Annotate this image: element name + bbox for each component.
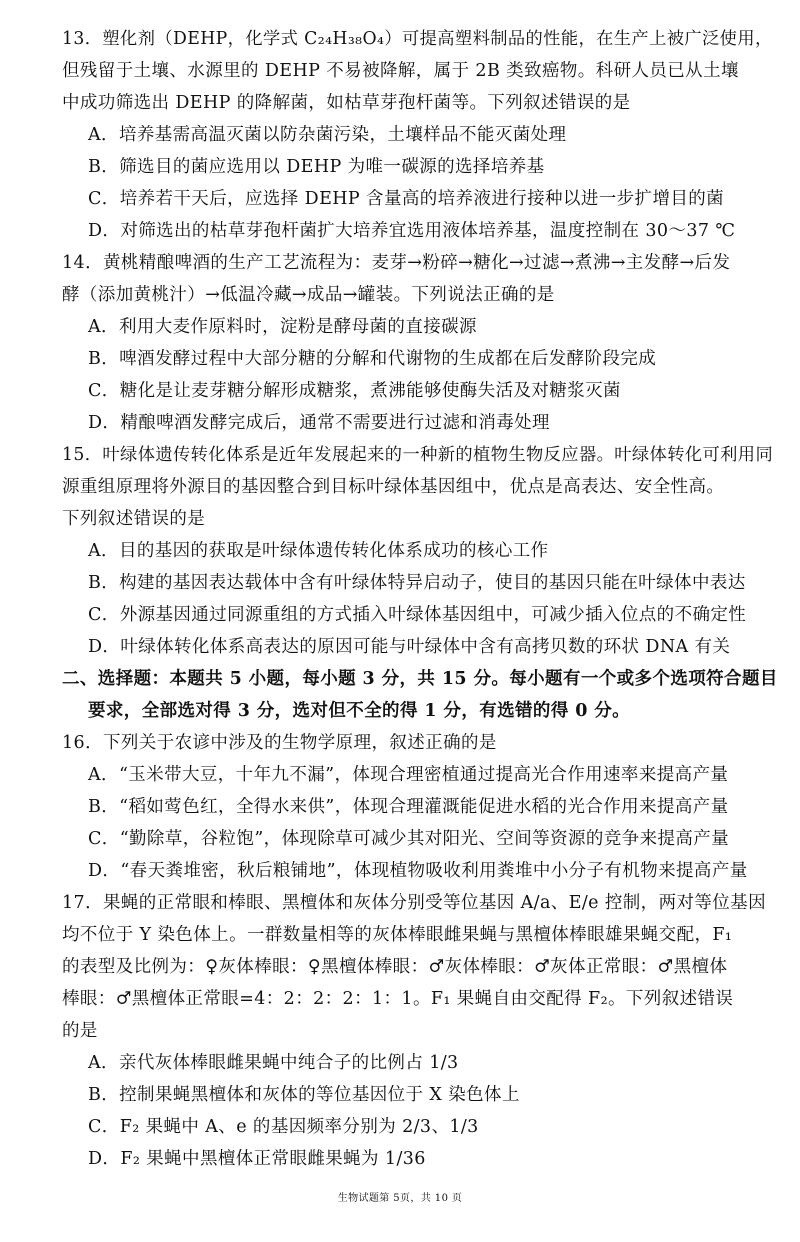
q16-stem-line-1: 16．下列关于农谚中涉及的生物学原理，叙述正确的是: [62, 733, 497, 753]
q15-option-a: A．目的基因的获取是叶绿体遗传转化体系成功的核心工作: [88, 541, 549, 561]
q13-stem-line-3: 中成功筛选出 DEHP 的降解菌，如枯草芽孢杆菌等。下列叙述错误的是: [62, 93, 631, 113]
q17-stem-line-5: 的是: [62, 1021, 98, 1041]
q13-stem-line-2: 但残留于土壤、水源里的 DEHP 不易被降解，属于 2B 类致癌物。科研人员已从土壤: [62, 61, 739, 81]
q17-stem-line-4: 棒眼：♂黑檀体正常眼=4：2：2：2：1：1。F₁ 果蝇自由交配得 F₂。下列叙述错误: [62, 989, 734, 1009]
q13-option-a: A．培养基需高温灭菌以防杂菌污染，土壤样品不能灭菌处理: [88, 125, 567, 145]
q17-option-b: B．控制果蝇黑檀体和灰体的等位基因位于 X 染色体上: [88, 1085, 520, 1105]
q16-option-a: A．“玉米带大豆，十年九不漏”，体现合理密植通过提高光合作用速率来提高产量: [88, 765, 729, 785]
q14-stem-line-2: 酵（添加黄桃汁）→低温冷藏→成品→罐装。下列说法正确的是: [62, 285, 555, 305]
q13-option-c: C．培养若干天后，应选择 DEHP 含量高的培养液进行接种以进一步扩增目的菌: [88, 189, 725, 209]
q14-option-d: D．精酿啤酒发酵完成后，通常不需要进行过滤和消毒处理: [88, 413, 550, 433]
q17-stem-line-3: 的表型及比例为：♀灰体棒眼：♀黑檀体棒眼：♂灰体棒眼：♂灰体正常眼：♂黑檀体: [62, 957, 728, 977]
q15-option-d: D．叶绿体转化体系高表达的原因可能与叶绿体中含有高拷贝数的环状 DNA 有关: [88, 637, 731, 657]
q15-stem-line-1: 15．叶绿体遗传转化体系是近年发展起来的一种新的植物生物反应器。叶绿体转化可利用同: [62, 445, 774, 465]
section-2-heading-line-1: 二、选择题：本题共 5 小题，每小题 3 分，共 15 分。每小题有一个或多个选项符合题目: [62, 669, 778, 689]
q15-option-c: C．外源基因通过同源重组的方式插入叶绿体基因组中，可减少插入位点的不确定性: [88, 605, 747, 625]
q15-stem-line-2: 源重组原理将外源目的基因整合到目标叶绿体基因组中，优点是高表达、安全性高。: [62, 477, 725, 497]
q15-stem-line-3: 下列叙述错误的是: [62, 509, 206, 529]
q15-option-b: B．构建的基因表达载体中含有叶绿体特异启动子，使目的基因只能在叶绿体中表达: [88, 573, 746, 593]
q16-option-d: D．“春天粪堆密，秋后粮铺地”，体现植物吸收利用粪堆中小分子有机物来提高产量: [88, 861, 748, 881]
q17-stem-line-1: 17．果蝇的正常眼和棒眼、黑檀体和灰体分别受等位基因 A/a、E/e 控制，两对等位基因: [62, 893, 766, 913]
q14-option-a: A．利用大麦作原料时，淀粉是酵母菌的直接碳源: [88, 317, 477, 337]
q16-option-c: C．“勤除草，谷粒饱”，体现除草可减少其对阳光、空间等资源的竞争来提高产量: [88, 829, 730, 849]
q13-option-b: B．筛选目的菌应选用以 DEHP 为唯一碳源的选择培养基: [88, 157, 545, 177]
q17-stem-line-2: 均不位于 Y 染色体上。一群数量相等的灰体棒眼雌果蝇与黑檀体棒眼雄果蝇交配，F₁: [62, 925, 733, 945]
q14-stem-line-1: 14．黄桃精酿啤酒的生产工艺流程为：麦芽→粉碎→糖化→过滤→煮沸→主发酵→后发: [62, 253, 731, 273]
q13-option-d: D．对筛选出的枯草芽孢杆菌扩大培养宜选用液体培养基，温度控制在 30～37 ℃: [88, 221, 736, 241]
page-footer: 生物试题第 5页，共 10 页: [337, 1193, 463, 1204]
q17-option-c: C．F₂ 果蝇中 A、e 的基因频率分别为 2/3、1/3: [88, 1117, 479, 1137]
q17-option-d: D．F₂ 果蝇中黑檀体正常眼雌果蝇为 1/36: [88, 1149, 426, 1169]
q13-stem-line-1: 13．塑化剂（DEHP，化学式 C₂₄H₃₈O₄）可提高塑料制品的性能，在生产上被广泛使用，: [62, 29, 773, 49]
q17-option-a: A．亲代灰体棒眼雌果蝇中纯合子的比例占 1/3: [88, 1053, 459, 1073]
q14-option-b: B．啤酒发酵过程中大部分糖的分解和代谢物的生成都在后发酵阶段完成: [88, 349, 657, 369]
q16-option-b: B．“稻如莺色红，全得水来供”，体现合理灌溉能促进水稻的光合作用来提高产量: [88, 797, 729, 817]
q14-option-c: C．糖化是让麦芽糖分解形成糖浆，煮沸能够使酶失活及对糖浆灭菌: [88, 381, 621, 401]
section-2-heading-line-2: 要求，全部选对得 3 分，选对但不全的得 1 分，有选错的得 0 分。: [88, 701, 631, 721]
